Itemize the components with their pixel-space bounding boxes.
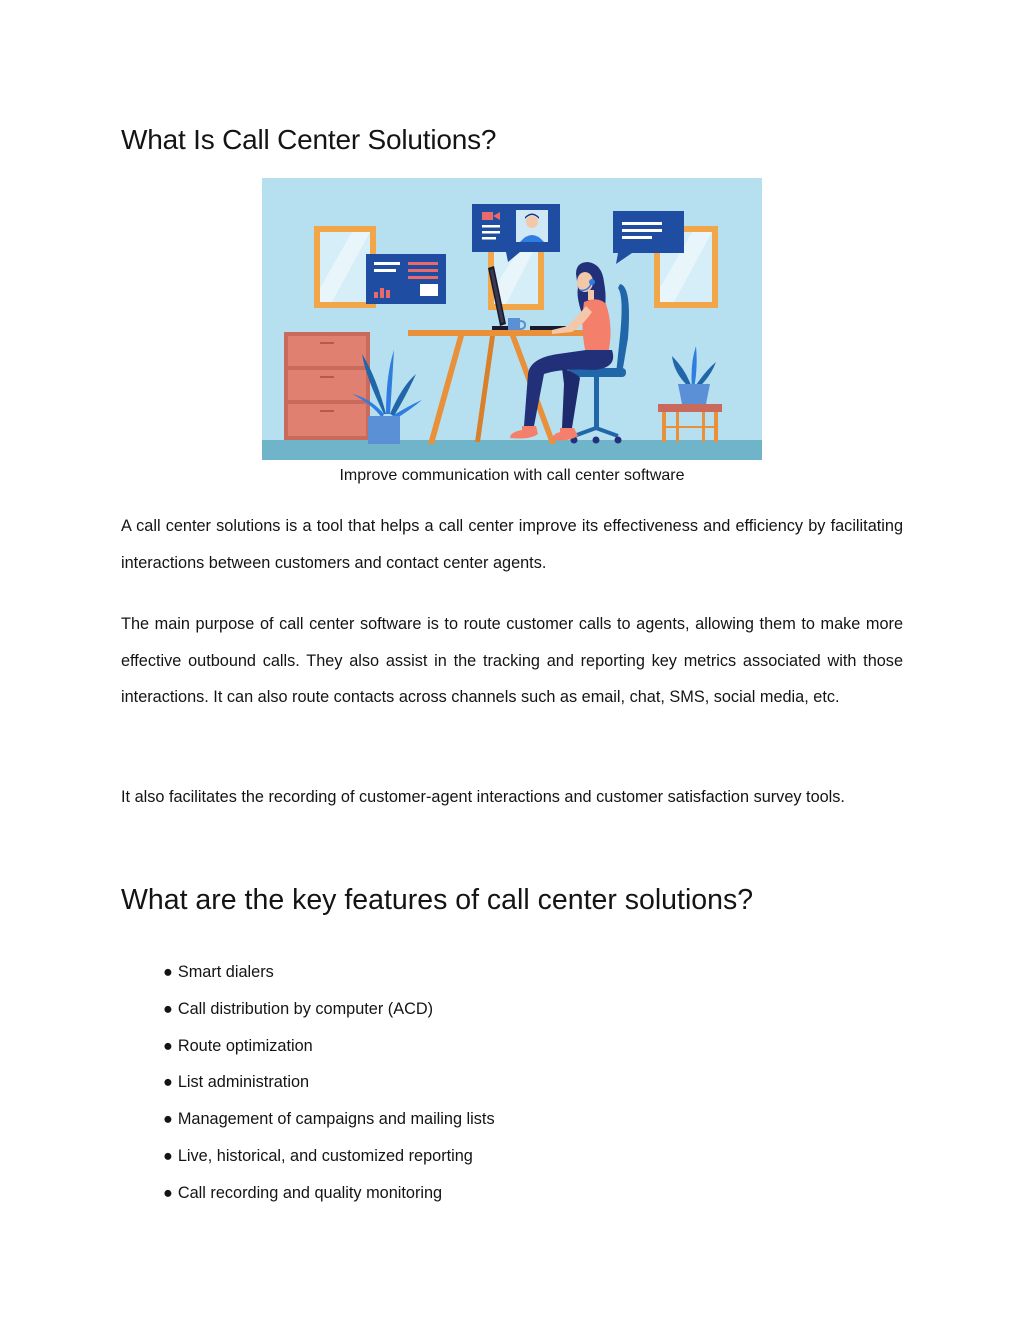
list-item xyxy=(163,954,495,991)
list-item-text: Route optimization xyxy=(177,1036,313,1055)
list-item xyxy=(163,1175,495,1212)
list-item xyxy=(163,1064,495,1101)
list-item xyxy=(163,1028,495,1065)
list-item xyxy=(163,1101,495,1138)
list-item-text: Management of campaigns and mailing lists xyxy=(177,1110,495,1129)
list-item-text: Smart dialers xyxy=(177,963,274,981)
page-title: What Is Call Center Solutions? xyxy=(121,124,497,155)
bullet-icon: ● xyxy=(163,1073,173,1092)
list-item-text: Call recording and quality monitoring xyxy=(177,1183,443,1202)
list-item xyxy=(163,1138,495,1175)
bullet-icon: ● xyxy=(163,1110,173,1129)
user-avatar-icon xyxy=(516,210,548,242)
features-list xyxy=(163,954,495,1212)
bullet-icon: ● xyxy=(163,1183,173,1202)
paragraph-purpose: The main purpose of call center software is to route customer calls to agents, allowing them to make more effective outbound calls. They also assist in the tracking and reporting key metrics associated with those interactions. It can also route contacts across channels such as email, chat, SMS, social media, etc. xyxy=(121,615,903,707)
bullet-icon: ● xyxy=(163,1036,173,1055)
paragraph-recording: It also facilitates the recording of customer-agent interactions and customer satisfaction survey tools. xyxy=(121,788,845,806)
bar-chart-icon xyxy=(366,254,446,304)
list-item xyxy=(163,991,495,1028)
illustration-call-center-agent xyxy=(262,178,762,460)
list-item-text: List administration xyxy=(177,1073,310,1092)
paragraph-definition: A call center solutions is a tool that helps a call center improve its effectiveness and efficiency by facilitating interactions between customers and contact center agents. xyxy=(121,517,903,572)
features-heading: What are the key features of call center solutions? xyxy=(121,884,754,916)
bullet-icon: ● xyxy=(163,999,173,1018)
image-caption: Improve communication with call center software xyxy=(339,467,685,484)
file-cabinet-icon xyxy=(284,332,370,440)
bullet-icon: ● xyxy=(163,963,173,981)
illustration-floor xyxy=(262,440,762,460)
list-item-text: Live, historical, and customized reporting xyxy=(177,1146,473,1165)
list-item-text: Call distribution by computer (ACD) xyxy=(177,999,434,1018)
bullet-icon: ● xyxy=(163,1146,173,1165)
